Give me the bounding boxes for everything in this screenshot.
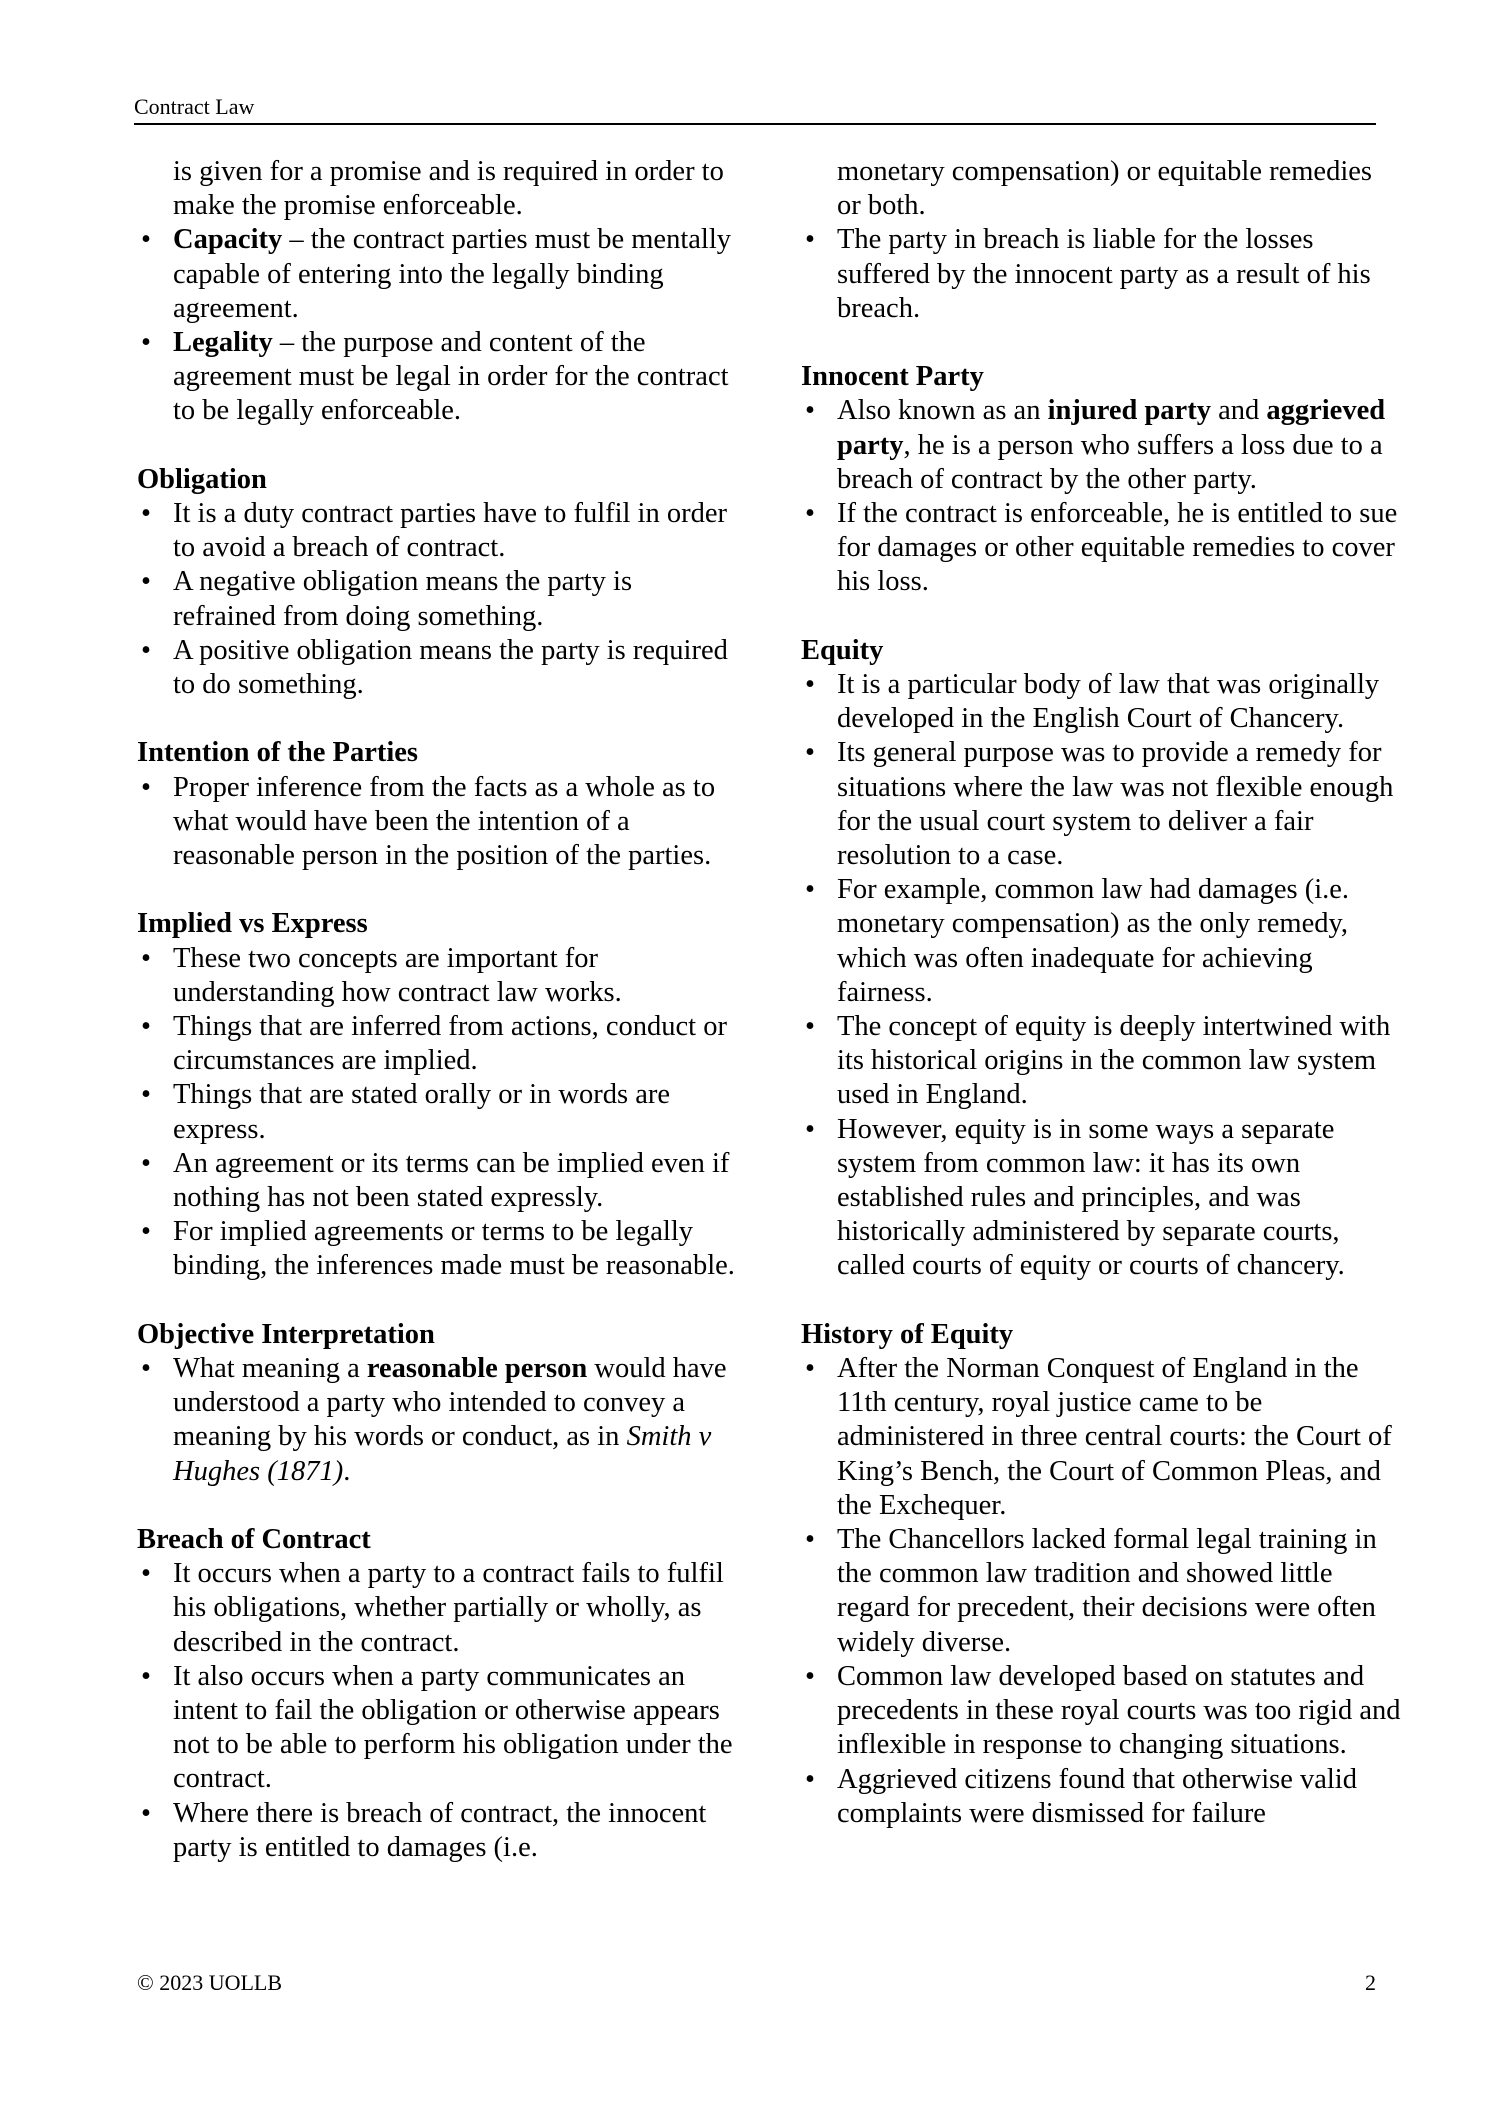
item-text: Aggrieved citizens found that otherwise valid complaints were dismissed for failure	[837, 1763, 1357, 1829]
bullet-item	[137, 634, 737, 702]
right-column	[801, 155, 1401, 1831]
bullet-item	[801, 1010, 1401, 1113]
section-spacer	[801, 1284, 1401, 1318]
bullet-item	[137, 565, 737, 633]
bullet-list	[801, 155, 1401, 326]
section-spacer	[137, 1489, 737, 1523]
item-text: – the contract parties must be mentally capable of entering into the legally binding agreement.	[173, 224, 731, 324]
item-text: The concept of equity is deeply intertwined with its historical origins in the common law system used in England.	[837, 1011, 1391, 1111]
bullet-item	[137, 1078, 737, 1146]
bold-term: Legality	[173, 327, 273, 359]
item-text: The party in breach is liable for the losses suffered by the innocent party as a result of his breach.	[837, 224, 1371, 324]
item-text: and	[1210, 395, 1267, 427]
bullet-item	[801, 1113, 1401, 1284]
item-text: Proper inference from the facts as a whole as to what would have been the intention of a reasonable person in the position of the parties.	[173, 771, 716, 872]
page-number: 2	[1365, 1970, 1376, 1995]
header-rule	[134, 123, 1376, 125]
item-text: For implied agreements or terms to be legally binding, the inferences made must be reasonable.	[173, 1216, 735, 1282]
item-text: For example, common law had damages (i.e. monetary compensation) as the only remedy, which was often inadequate for achieving fairness.	[837, 874, 1350, 1008]
section-spacer	[801, 600, 1401, 634]
item-text: monetary compensation) or equitable remedies or both.	[837, 156, 1372, 222]
item-text: Its general purpose was to provide a remedy for situations where the law was not flexible enough for the usual court system to deliver a fair resolution to a case.	[837, 737, 1394, 872]
bullet-item	[137, 771, 737, 874]
item-text: It occurs when a party to a contract fails to fulfil his obligations, whether partially or wholly, as described in the contract.	[173, 1558, 724, 1658]
item-text: is given for a promise and is required in order to make the promise enforceable.	[173, 156, 724, 222]
page-header-title: Contract Law	[134, 94, 255, 119]
bullet-item	[801, 668, 1401, 736]
section-spacer	[801, 326, 1401, 360]
bullet-list	[801, 1352, 1401, 1831]
item-text: Things that are stated orally or in words are express.	[173, 1079, 671, 1145]
bullet-item	[801, 736, 1401, 873]
bullet-item	[801, 873, 1401, 1010]
item-text: It is a duty contract parties have to fulfil in order to avoid a breach of contract.	[173, 498, 727, 564]
item-text: A positive obligation means the party is required to do something.	[173, 634, 728, 701]
bullet-list	[137, 155, 737, 429]
section-heading: History of Equity	[801, 1318, 1014, 1350]
case-citation: Smith v Hughes (1871)	[173, 1421, 712, 1487]
bullet-item	[801, 1523, 1401, 1660]
section-spacer	[137, 873, 737, 907]
bullet-item	[137, 497, 737, 565]
bullet-item	[801, 223, 1401, 326]
footer-copyright: © 2023 UOLLB	[137, 1970, 283, 1995]
bullet-list	[137, 771, 737, 874]
bullet-item	[137, 1010, 737, 1078]
continued-list-item	[137, 155, 737, 223]
bullet-item	[137, 942, 737, 1010]
item-text: What meaning a	[173, 1353, 367, 1385]
item-text: It is a particular body of law that was originally developed in the English Court of Chancery.	[837, 669, 1380, 735]
item-text: – the purpose and content of the agreement must be legal in order for the contract to be legally enforceable.	[173, 327, 729, 427]
bullet-item	[801, 1763, 1401, 1831]
bullet-list	[137, 1557, 737, 1865]
bullet-item	[137, 1797, 737, 1865]
bullet-item	[137, 326, 737, 429]
bullet-list	[137, 497, 737, 702]
bullet-item	[801, 1352, 1401, 1523]
bullet-item	[137, 1557, 737, 1660]
bullet-item	[801, 394, 1401, 497]
item-text: Common law developed based on statutes and precedents in these royal courts was too rigid and inflexible in response to changing situations.	[837, 1660, 1401, 1761]
item-text: However, equity is in some ways a separate system from common law: it has its own established rules and principles, and was historically administered by separate courts, called courts of equity or courts of chancery.	[837, 1113, 1345, 1282]
continued-list-item	[801, 155, 1401, 223]
item-text: Things that are inferred from actions, conduct or circumstances are implied.	[173, 1011, 727, 1077]
item-text: If the contract is enforceable, he is entitled to sue for damages or other equitable remedies to cover his loss.	[837, 498, 1398, 598]
bold-term: Capacity	[173, 224, 283, 256]
bullet-item	[137, 1660, 737, 1797]
section-spacer	[137, 1284, 737, 1318]
bullet-item	[137, 1215, 737, 1283]
item-text: , he is a person who suffers a loss due to a breach of contract by the other party.	[837, 429, 1383, 495]
item-text: These two concepts are important for understanding how contract law works.	[173, 942, 622, 1008]
item-text: Where there is breach of contract, the innocent party is entitled to damages (i.e.	[173, 1797, 707, 1863]
section-spacer	[137, 429, 737, 463]
left-column	[137, 155, 737, 1865]
item-text: would have understood a party who intended to convey a meaning by his words or conduct, as in	[173, 1353, 727, 1453]
bullet-list	[137, 942, 737, 1284]
bullet-item	[801, 497, 1401, 600]
section-heading: Equity	[801, 634, 884, 666]
bullet-item	[137, 1147, 737, 1215]
item-text: Also known as an	[837, 395, 1048, 427]
section-heading: Intention of the Parties	[137, 737, 419, 769]
bullet-list	[801, 394, 1401, 599]
section-heading: Objective Interpretation	[137, 1318, 435, 1350]
item-text: A negative obligation means the party is refrained from doing something.	[173, 566, 633, 632]
item-text: .	[343, 1455, 351, 1487]
item-text: The Chancellors lacked formal legal training in the common law tradition and showed little regard for precedent, their decisions were often widely diverse.	[837, 1524, 1377, 1658]
bullet-item	[801, 1660, 1401, 1763]
bullet-item	[137, 223, 737, 326]
bullet-list	[137, 1352, 737, 1489]
section-heading: Implied vs Express	[137, 908, 368, 940]
section-heading: Breach of Contract	[137, 1524, 371, 1556]
bold-term: aggrieved party	[837, 395, 1386, 461]
section-heading: Obligation	[137, 463, 267, 495]
item-text: An agreement or its terms can be implied even if nothing has not been stated expressly.	[173, 1147, 730, 1214]
bold-term: reasonable person	[366, 1353, 588, 1385]
bullet-item	[137, 1352, 737, 1489]
bullet-list	[801, 668, 1401, 1284]
bold-term: injured party	[1047, 395, 1211, 427]
section-heading: Innocent Party	[801, 361, 984, 393]
item-text: It also occurs when a party communicates an intent to fail the obligation or otherwise appears not to be able to perform his obligation under the contract.	[173, 1660, 733, 1795]
section-spacer	[137, 702, 737, 736]
item-text: After the Norman Conquest of England in the 11th century, royal justice came to be administered in three central courts: the Court of King’s Bench, the Court of Common Pleas, and the Exchequer.	[837, 1353, 1392, 1521]
